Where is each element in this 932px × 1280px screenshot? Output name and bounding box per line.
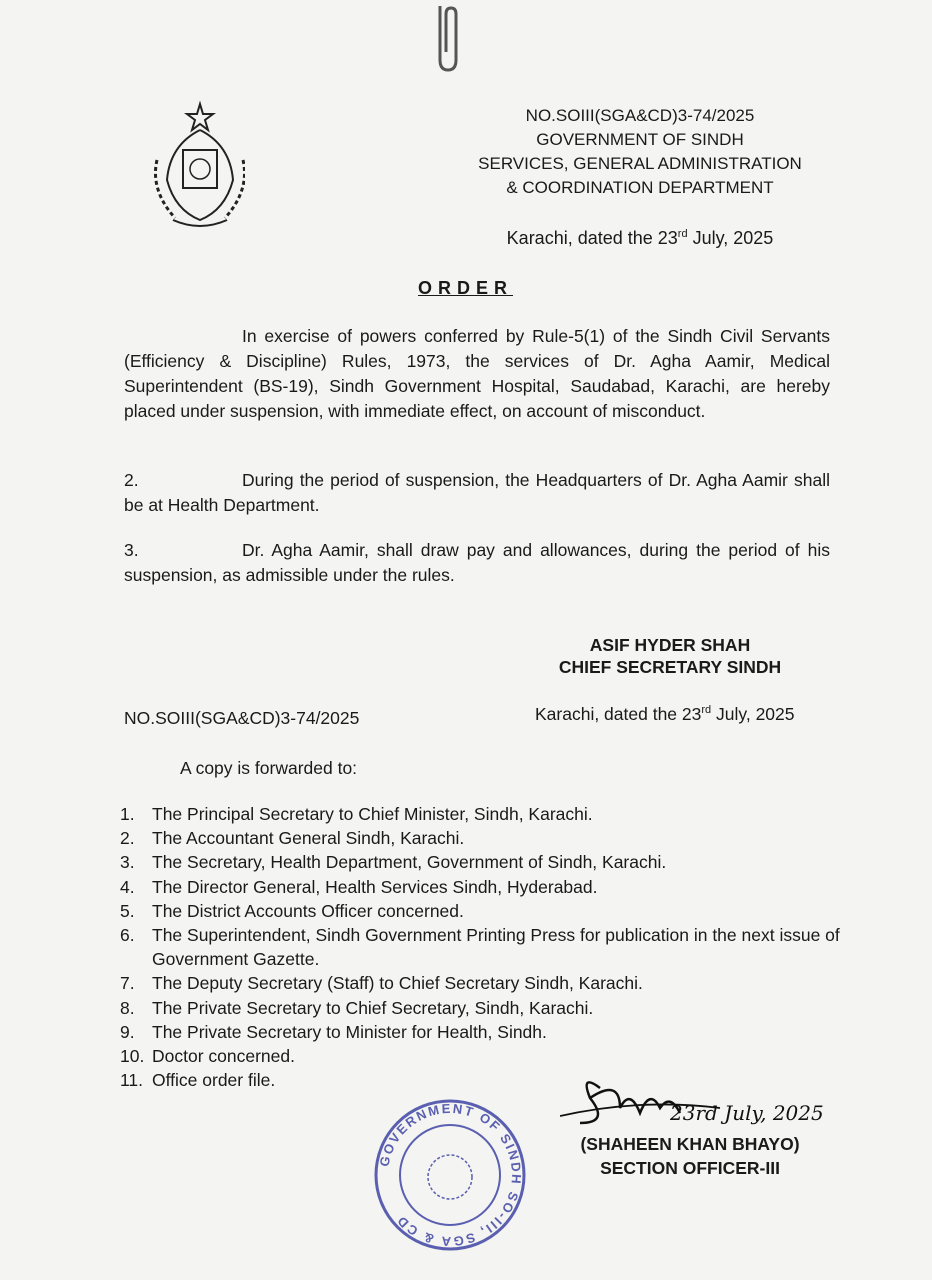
recipient-item: [120, 875, 840, 899]
department-line-2: & COORDINATION DEPARTMENT: [506, 178, 774, 197]
department-line-1: SERVICES, GENERAL ADMINISTRATION: [478, 154, 802, 173]
section-officer-name: (SHAHEEN KHAN BHAYO): [580, 1134, 800, 1154]
recipient-list: [120, 802, 840, 1092]
recipient-item: [120, 899, 840, 923]
order-paragraph-1: In exercise of powers conferred by Rule-5(1) of the Sindh Civil Servants (Efficiency & Discipline) Rules, 1973, the services of Dr. Agha Aamir, Medical Superintendent (BS-19), Sindh Government Hospital, Saudabad, Karachi, are hereby placed under suspension, with immediate effect, on account of misconduct.: [124, 326, 830, 421]
recipient-number: 8.: [120, 997, 135, 1018]
government-name: GOVERNMENT OF SINDH: [536, 130, 744, 149]
government-emblem-icon: [145, 100, 245, 230]
recipient-number: 2.: [120, 828, 135, 849]
copy-reference-number: NO.SOIII(SGA&CD)3-74/2025: [124, 708, 360, 728]
recipient-item: [120, 826, 840, 850]
recipient-number: 10.: [120, 1046, 145, 1067]
recipient-number: 4.: [120, 876, 135, 897]
recipient-number: 5.: [120, 900, 135, 921]
recipient-number: 6.: [120, 925, 135, 946]
paper-clip-icon: [428, 0, 468, 80]
recipient-text: The Private Secretary to Chief Secretary, Sindh, Karachi.: [152, 997, 594, 1018]
handwritten-signature: [560, 1068, 830, 1138]
recipient-text: The Deputy Secretary (Staff) to Chief Secretary Sindh, Karachi.: [152, 973, 643, 994]
recipient-text: The Private Secretary to Minister for Health, Sindh.: [152, 1021, 547, 1042]
recipient-text: The District Accounts Officer concerned.: [152, 900, 464, 921]
order-title: ORDER: [418, 278, 514, 298]
recipient-text: Doctor concerned.: [152, 1046, 295, 1067]
reference-number: NO.SOIII(SGA&CD)3-74/2025: [525, 106, 755, 125]
signatory-designation: CHIEF SECRETARY SINDH: [558, 657, 782, 677]
recipient-text: The Principal Secretary to Chief Minister, Sindh, Karachi.: [152, 804, 593, 824]
copy-date: Karachi, dated the 23rd July, 2025: [535, 704, 795, 724]
recipient-text: The Accountant General Sindh, Karachi.: [152, 828, 465, 849]
recipient-text: Office order file.: [152, 1070, 276, 1091]
paragraph-number: 2.: [124, 470, 139, 490]
signature-date: 23rd July, 2025: [670, 1101, 824, 1125]
recipient-number: 11.: [120, 1070, 144, 1091]
recipient-item: [120, 996, 840, 1020]
stamp-text: GOVERNMENT OF SINDH SO-III, SGA & CD: [376, 1100, 525, 1250]
recipient-item: [120, 1044, 840, 1068]
recipient-item: [120, 802, 840, 826]
recipient-number: 7.: [120, 973, 135, 994]
section-officer-designation: SECTION OFFICER-III: [600, 1158, 780, 1178]
recipient-number: 1.: [120, 804, 135, 824]
paragraph-number: 3.: [124, 540, 139, 560]
recipient-item: [120, 923, 840, 971]
recipient-item: [120, 850, 840, 874]
order-date: Karachi, dated the 23rd July, 2025: [506, 228, 774, 248]
recipient-text: The Director General, Health Services Sindh, Hyderabad.: [152, 876, 598, 897]
order-paragraph-3: 3. Dr. Agha Aamir, shall draw pay and allowances, during the period of his suspension, as admissible under the rules.: [124, 540, 830, 585]
signatory-name: ASIF HYDER SHAH: [589, 635, 751, 655]
recipient-number: 9.: [120, 1021, 135, 1042]
recipient-number: 3.: [120, 852, 135, 873]
official-stamp-icon: [370, 1095, 530, 1255]
order-paragraph-2: 2. During the period of suspension, the Headquarters of Dr. Agha Aamir shall be at Health Department.: [124, 470, 830, 515]
recipient-text: The Secretary, Health Department, Government of Sindh, Karachi.: [152, 852, 667, 873]
recipient-text: The Superintendent, Sindh Government Printing Press for publication in the next issue of Government Gazette.: [152, 925, 840, 970]
svg-text:GOVERNMENT OF SINDH SO-III, SG: [376, 1101, 524, 1249]
recipient-item: [120, 1020, 840, 1044]
copy-forwarded-intro: A copy is forwarded to:: [180, 758, 358, 778]
recipient-item: [120, 971, 840, 995]
